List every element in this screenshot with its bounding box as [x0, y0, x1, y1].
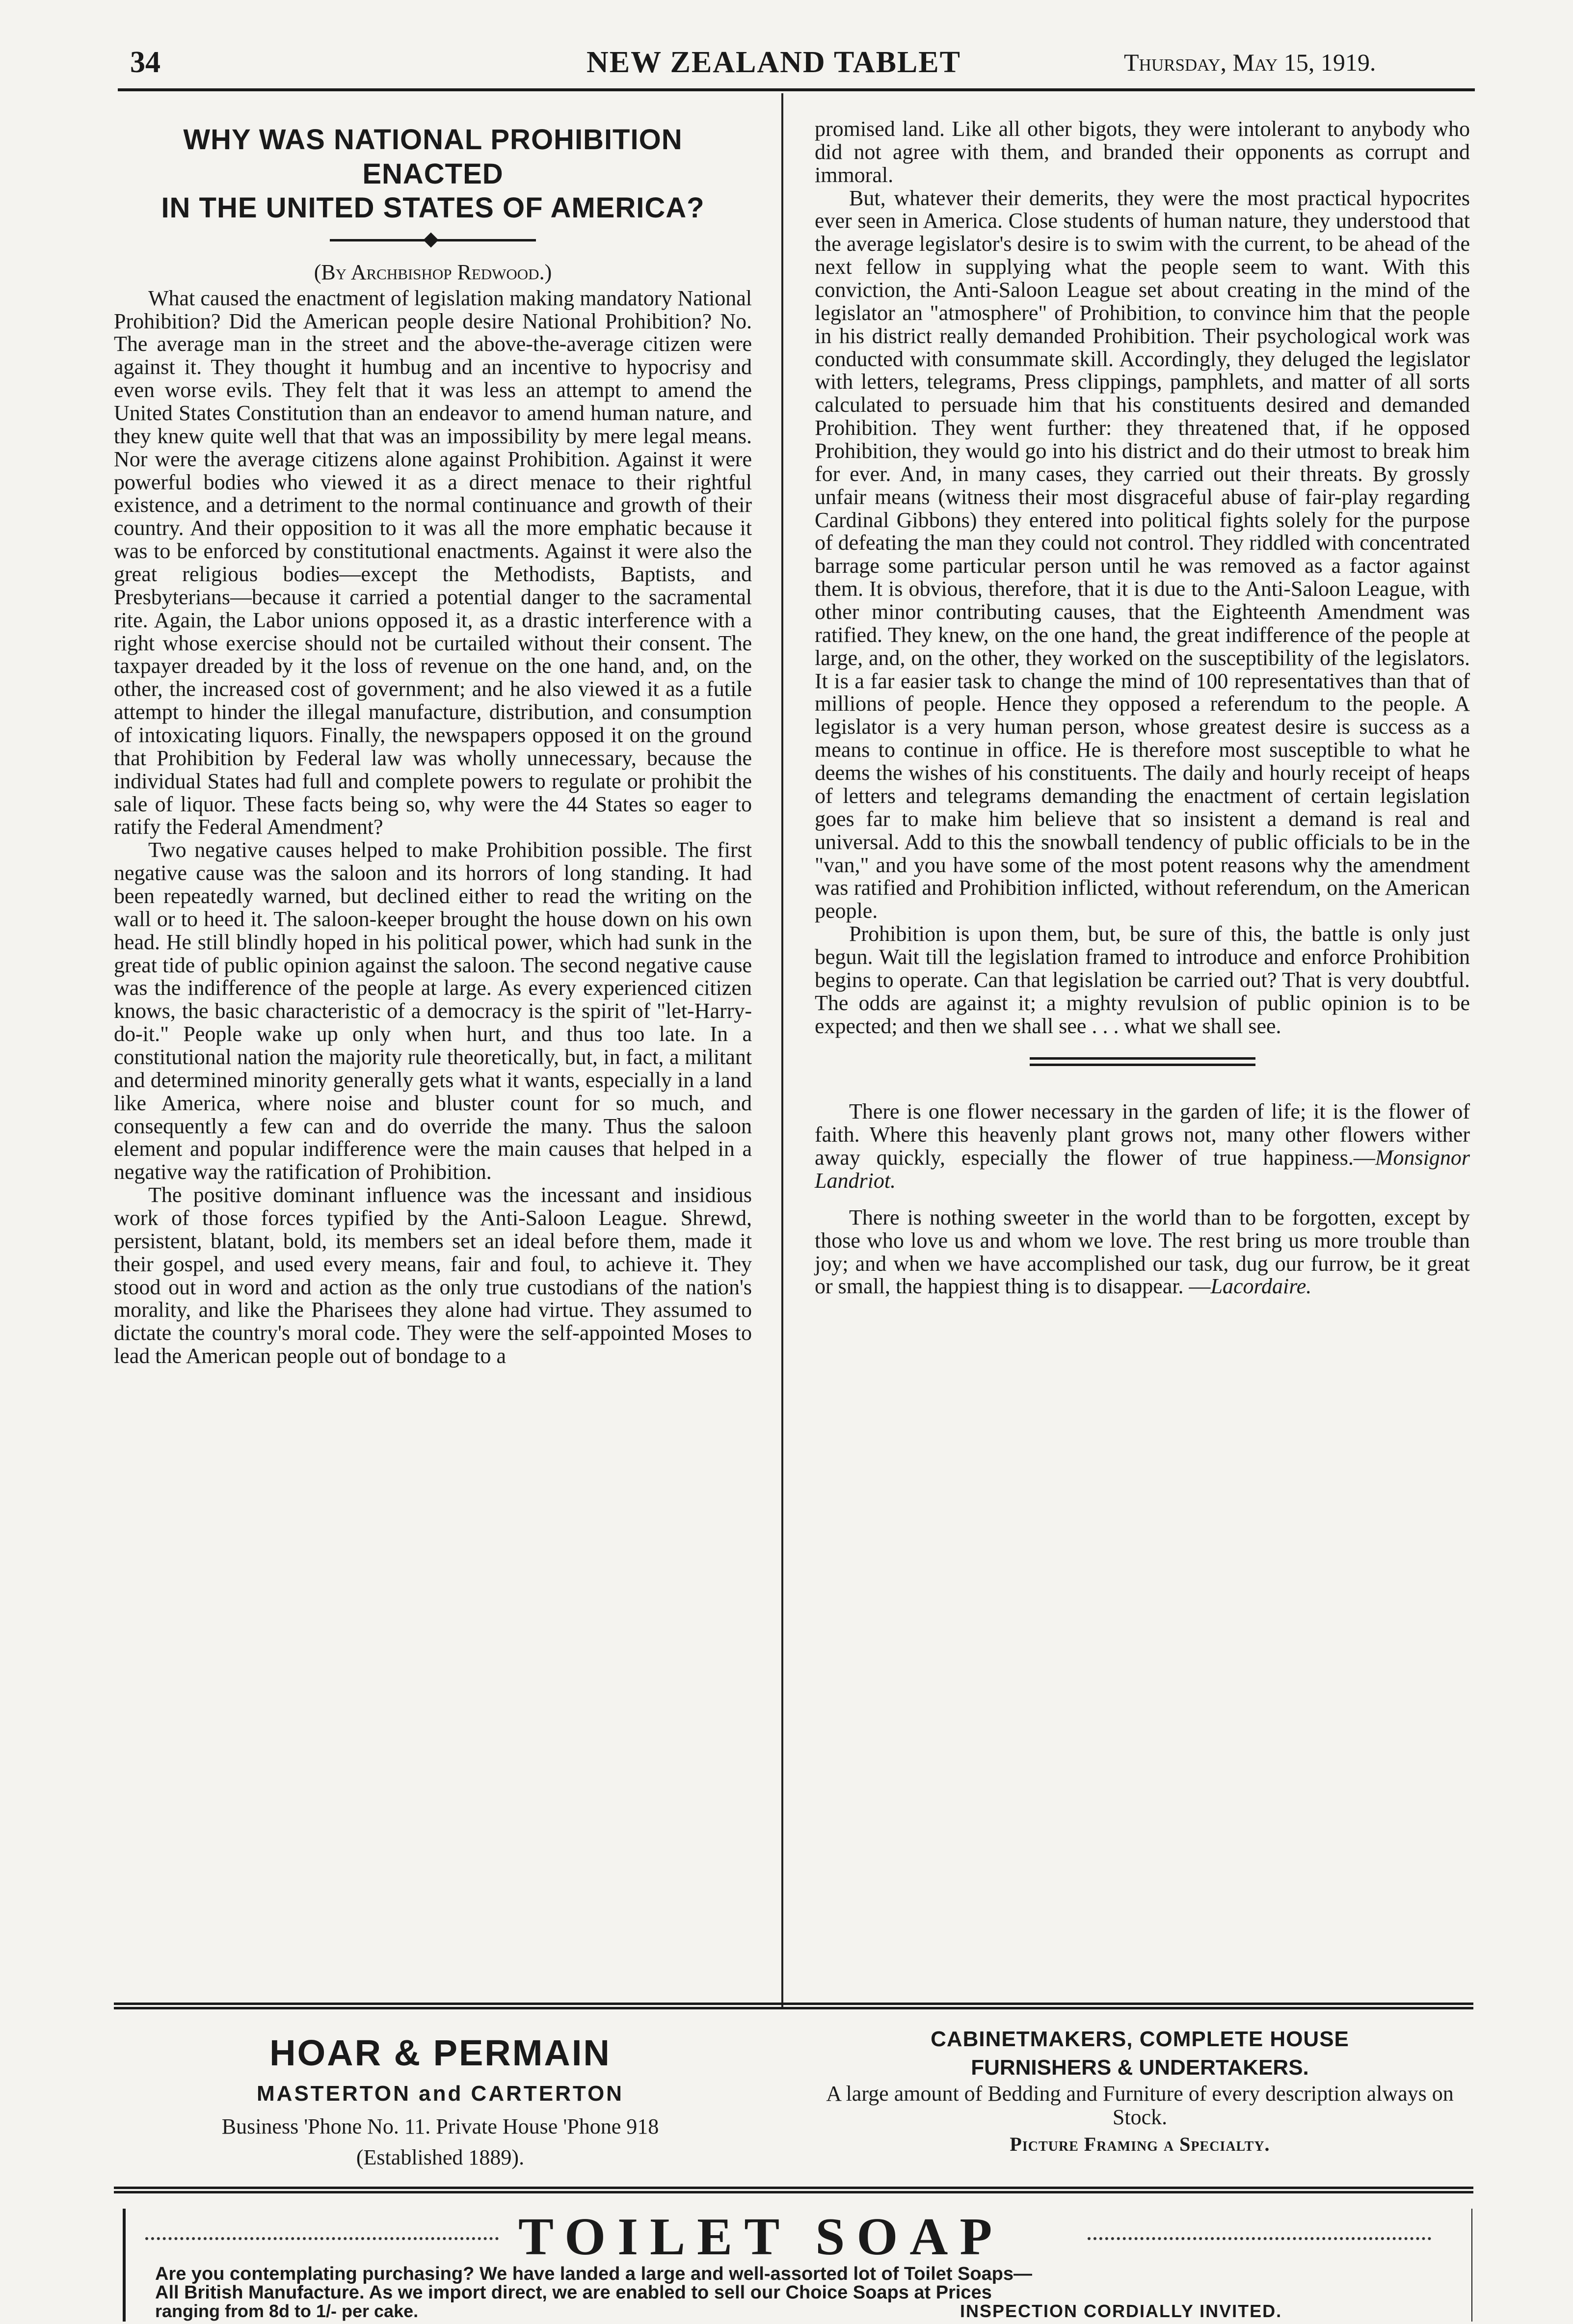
byline: (By Archbishop Redwood.) — [314, 260, 552, 284]
article-paragraph: What caused the enactment of legislation making mandatory National Prohibition? Did the American people desire National Prohibition? No. The average man in the street and the above-the-average citizen were against it. They thought it humbug and an incentive to hypocrisy and even worse evils. They felt that it was less an attempt to amend the United States Constitution than an endeavor to amend human nature, and they knew quite well that that was an impossibility by mere legal means. Nor were the average citizens alone against Prohibition. Against it were powerful bodies who viewed it as a direct menace to their rightful existence, and a detriment to the normal continuance and growth of their country. And their opposition to it was all the more emphatic because it was to be enforced by constitutional enactments. Against it were also the great religious bodies—except the Methodists, Baptists, and Presbyterians—because it carried a potential danger to the sacramental rite. Again, the Labor unions opposed it, as a drastic interference with a right whose exercise should not be curtailed without their consent. The taxpayer dreaded by it the loss of revenue on the one hand, and, on the other, the increased cost of government; and he also viewed it as a futile attempt to hinder the illegal manufacture, distribution, and consumption of intoxicating liquors. Finally, the newspapers opposed it on the ground that Prohibition by Federal law was wholly unnecessary, because the individual States had full and complete powers to regulate or prohibit the sale of liquor. These facts being so, why were the 44 States so eager to ratify the Federal Amendment? — [114, 286, 752, 839]
header-rule — [118, 88, 1475, 91]
ad-subtitle: FURNISHERS & UNDERTAKERS. — [971, 2056, 1309, 2080]
article-paragraph: promised land. Like all other bigots, they were intolerant to anybody who did not agree with them, and branded their opponents as corrupt and immoral. — [815, 117, 1470, 187]
column-divider — [781, 93, 783, 2007]
soap-ad-line-3-row — [155, 2301, 1441, 2322]
ad-body: A large amount of Bedding and Furniture of every description always on Stock. — [826, 2082, 1454, 2130]
headline-line-1: WHY WAS NATIONAL PROHIBITION ENACTED — [183, 124, 683, 190]
advertiser-towns: MASTERTON and CARTERTON — [257, 2082, 624, 2106]
ad-title: CABINETMAKERS, COMPLETE HOUSE — [931, 2027, 1349, 2051]
advertiser-phones: Business 'Phone No. 11. Private House 'Phone 918 — [221, 2114, 659, 2138]
section-double-rule — [1030, 1057, 1255, 1066]
article-paragraph: Prohibition is upon them, but, be sure of this, the battle is only just begun. Wait till the legislation framed to introduce and enforce Prohibition begins to operate. Can that legislation be carried out? That is very doubtful. The odds are against it; a mighty revulsion of public opinion is to be expected; and then we shall see . . . what we shall see. — [815, 922, 1470, 1038]
hoar-permain-ad — [114, 2027, 767, 2170]
ads-middle-rule — [114, 2187, 1473, 2193]
advertiser-name: HOAR & PERMAIN — [269, 2032, 611, 2073]
advertiser-established: (Established 1889). — [356, 2145, 525, 2169]
dotted-leader-right — [1088, 2237, 1431, 2240]
soap-ad-inspection: INSPECTION CORDIALLY INVITED. — [960, 2301, 1282, 2321]
soap-ad-line-1: Are you contemplating purchasing? We have landed a large and well-assorted lot of Toilet Soaps— — [155, 2264, 1033, 2284]
soap-ad-line-3: ranging from 8d to 1/- per cake. — [155, 2301, 419, 2321]
article-paragraph: The positive dominant influence was the incessant and insidious work of those forces typified by the Anti-Saloon League. Shrewd, persistent, blatant, bold, its members set an ideal before them, made it their gospel, and used every means, fair and foul, to achieve it. They stood out in word and action as the only true custodians of the nation's morality, and like the Pharisees they alone had virtue. They assumed to dictate the country's moral code. They were the self-appointed Moses to lead the American people out of bondage to a — [114, 1183, 752, 1368]
cabinetmakers-ad — [810, 2027, 1470, 2156]
toilet-soap-ad — [123, 2209, 1472, 2322]
quote-text: There is one flower necessary in the garden of life; it is the flower of faith. Where this heavenly plant grows not, many other flowers wither away quickly, especially the flower of true happiness.— — [815, 1099, 1470, 1170]
article-headline — [114, 123, 752, 225]
soap-ad-title: TOILET SOAP — [518, 2209, 1004, 2266]
soap-ad-line-2 — [155, 2282, 992, 2303]
dotted-leader-left — [145, 2237, 499, 2240]
headline-ornament-rule — [330, 239, 536, 241]
page-number: 34 — [130, 46, 160, 79]
issue-date: Thursday, May 15, 1919. — [1124, 49, 1376, 76]
ad-specialty: Picture Framing a Specialty. — [1010, 2133, 1270, 2155]
quote-text: There is nothing sweeter in the world than to be forgotten, except by those who love us and whom we love. The rest bring us more trouble than joy; and when we have accomplished our task, dug our furrow, be it great or small, the happiest thing is to disappear. — — [815, 1205, 1470, 1299]
publication-title: NEW ZEALAND TABLET — [587, 46, 961, 79]
ads-top-rule — [114, 2003, 1473, 2009]
quote-attribution: Lacordaire. — [1210, 1274, 1312, 1299]
article-right-column — [815, 118, 1470, 1298]
article-left-column — [114, 123, 752, 1368]
article-paragraph: But, whatever their demerits, they were the most practical hypocrites ever seen in America. Close students of human nature, they understood that the average legislator's desire is to swim with the current, to be ahead of the next fellow in supplying what the people seem to want. With this conviction, the Anti-Saloon League set about creating in the mind of the legislator an "atmosphere" of Prohibition, to convince him that the people in his district really demanded Prohibition. Their psychological work was conducted with consummate skill. Accordingly, they deluged the legislator with letters, telegrams, Press clippings, pamphlets, and matter of all sorts calculated to persuade him that his constituents desired and demanded Prohibition. They went further: they threatened that, if he opposed Prohibition, they would go into his district and do their utmost to break him for ever. And, in many cases, they carried out their threats. By grossly unfair means (witness their most disgraceful abuse of fair-play regarding Cardinal Gibbons) they entered into political fights solely for the purpose of defeating the man they could not control. They riddled with concentrated barrage some particular person until he was removed as a factor against them. It is obvious, therefore, that it is due to the Anti-Saloon League, with other minor contributing causes, that the Eighteenth Amendment was ratified. They knew, on the one hand, the great indifference of the people at large, and, on the other, they worked on the susceptibility of the legislators. It is a far easier task to change the mind of 100 representatives than that of millions of people. Hence they opposed a referendum to the people. A legislator is a very human person, whose greatest desire is success as a means to continue in office. He is therefore most susceptible to what he deems the wishes of his constituents. The daily and hourly receipt of heaps of letters and telegrams demanding the enactment of certain legislation goes far to make him believe that so insistent a demand is real and universal. Add to this the snowball tendency of public officials to be in the "van," and you have some of the most potent reasons why the amendment was ratified and Prohibition inflicted, without referendum, on the American people. — [815, 186, 1470, 923]
quote-forgotten — [815, 1206, 1470, 1298]
quote-faith — [815, 1100, 1470, 1192]
soap-title-row — [145, 2209, 1441, 2266]
quote-attribution: Monsignor Landriot. — [815, 1146, 1470, 1193]
soap-ad-line-2-text: All British Manufacture. As we import direct, we are enabled to sell our Choice Soaps at Prices — [155, 2282, 992, 2303]
headline-line-2: IN THE UNITED STATES OF AMERICA? — [161, 192, 705, 224]
article-paragraph: Two negative causes helped to make Prohibition possible. The first negative cause was the saloon and its horrors of long standing. It had been repeatedly warned, but declined either to read the writing on the wall or to heed it. The saloon-keeper brought the house down on his own head. He still blindly hoped in his political power, which had sunk in the great tide of public opinion against the saloon. The second negative cause was the indifference of the people at large. As every experienced citizen knows, the basic characteristic of a democracy is the spirit of "let-Harry-do-it." People wake up only when hurt, and thus too late. In a constitutional nation the majority rule theoretically, but, in fact, a militant and determined minority generally gets what it wants, especially in a land like America, where noise and bluster count for so much, and consequently a few can and do override the many. Thus the saloon element and popular indifference were the main causes that helped in a negative way the ratification of Prohibition. — [114, 838, 752, 1184]
